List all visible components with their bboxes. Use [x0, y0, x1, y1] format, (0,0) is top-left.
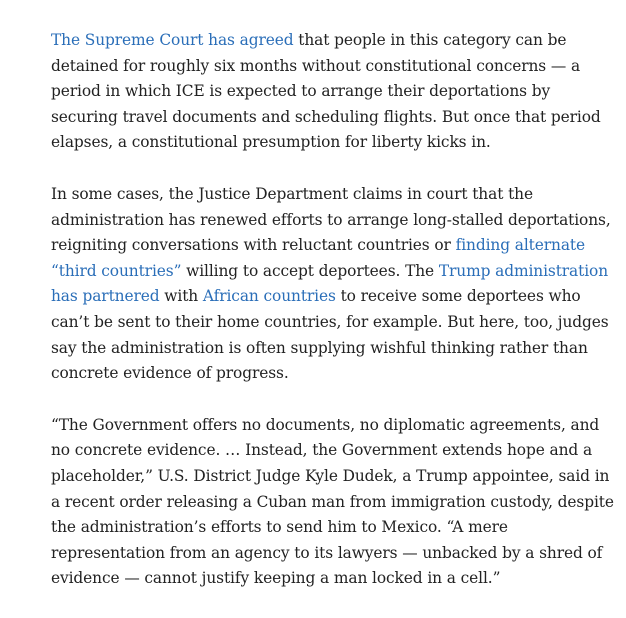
article-paragraph-2 — [51, 182, 621, 387]
article-paragraph-1 — [51, 28, 621, 156]
supreme-court-link[interactable]: The Supreme Court has agreed — [51, 31, 294, 49]
article-paragraph-3 — [51, 413, 621, 592]
paragraph-text: with — [159, 287, 203, 306]
article-body — [51, 28, 621, 618]
paragraph-text: that people in this category can be detained for roughly six months without constitutional concerns — a period in which ICE is expected to arrange their deportations by securing travel documents and scheduling flights. But once that period elapses, a constitutional presumption for liberty kicks in. — [51, 31, 601, 152]
quote-text: “The Government offers no documents, no diplomatic agreements, and no concrete evidence. … Instead, the Government extends hope and a placeholder,” U.S. District Judge Kyle Dudek, a Trump appointee, said in a recent order releasing a Cuban man from immigration custody, despite the administration’s efforts to send him to Mexico. “A mere representation from an agency to its lawyers — unbacked by a shred of evidence — cannot justify keeping a man locked in a cell.” — [51, 415, 614, 588]
third-countries-link[interactable]: finding alternate “third countries” — [51, 236, 585, 280]
paragraph-text: to receive some deportees who can’t be sent to their home countries, for example. But here, too, judges say the administration is often supplying wishful thinking rather than concrete evidence of progress. — [51, 287, 609, 383]
paragraph-text: In some cases, the Justice Department claims in court that the administration has renewed efforts to arrange long-stalled deportations, reigniting conversations with reluctant countries or — [51, 184, 611, 255]
trump-administration-partnered-link[interactable]: Trump administration has partnered — [51, 261, 609, 306]
paragraph-text: willing to accept deportees. The — [181, 261, 439, 280]
african-countries-link[interactable]: African countries — [202, 287, 336, 306]
